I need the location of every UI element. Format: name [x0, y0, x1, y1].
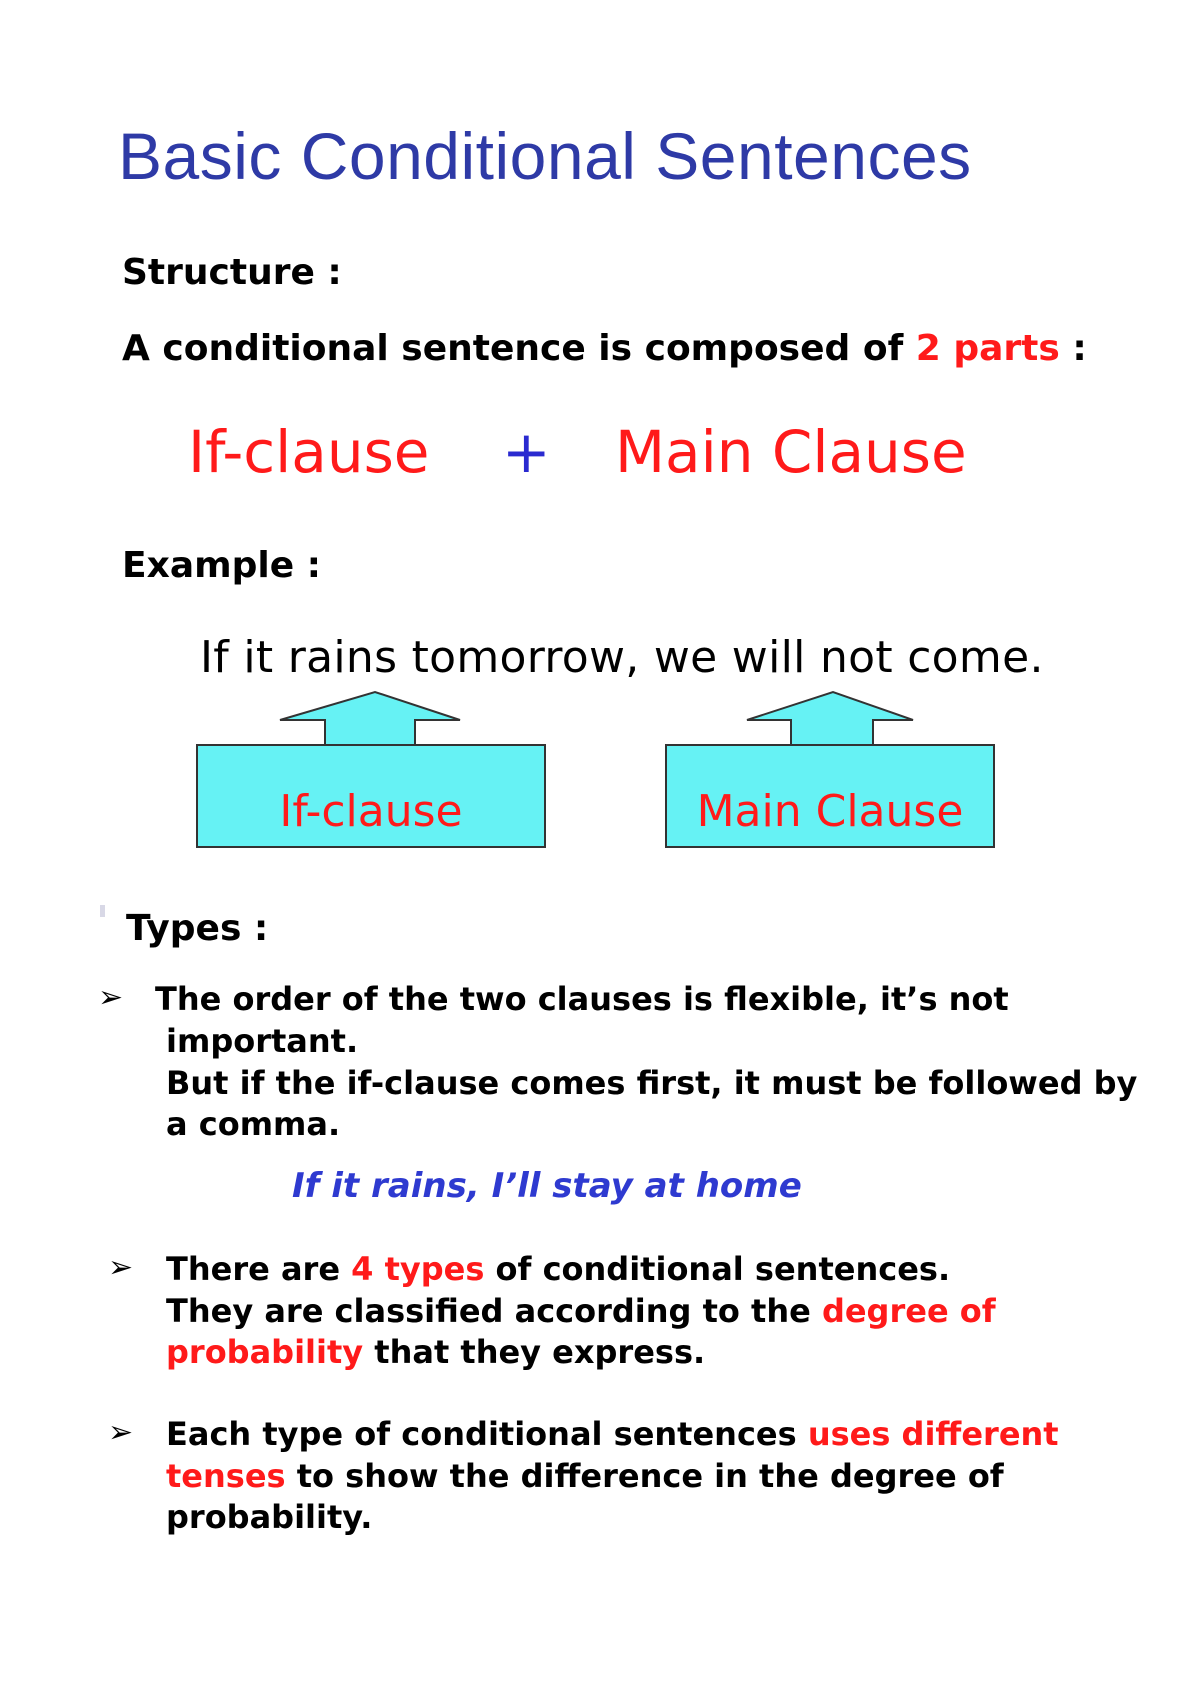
types-heading: Types : — [126, 908, 269, 949]
if-clause-box — [196, 744, 546, 848]
bullet-tenses-line3: probability. — [166, 1498, 373, 1536]
italic-example: If it rains, I’ll stay at home — [292, 1166, 802, 1206]
decorative-speck — [100, 905, 105, 917]
bullet-arrow-icon: ➢ — [98, 980, 124, 1015]
main-clause-box-label: Main Clause — [696, 786, 964, 837]
bullet-tenses-highlight: uses different — [807, 1415, 1059, 1453]
formula-plus: + — [502, 418, 551, 486]
formula-if-clause: If-clause — [188, 418, 430, 486]
bullet-types-highlight: 4 types — [351, 1250, 485, 1288]
bullet-arrow-icon: ➢ — [108, 1415, 134, 1450]
example-heading: Example : — [122, 545, 322, 586]
bullet-types-highlight: probability — [166, 1333, 364, 1371]
up-arrow-left-cover — [195, 692, 545, 754]
structure-lead-highlight: 2 parts — [915, 328, 1060, 369]
structure-lead-end: : — [1059, 328, 1087, 369]
bullet-tenses-line1 — [166, 1413, 1059, 1455]
bullet-order-line2: important. — [166, 1022, 359, 1060]
structure-lead-text: A conditional sentence is composed of — [122, 328, 916, 369]
bullet-types-line2 — [166, 1290, 996, 1332]
page-title: Basic Conditional Sentences — [118, 119, 972, 193]
bullet-types-highlight: degree of — [821, 1292, 996, 1330]
bullet-types-text-end: of conditional sentences. — [484, 1250, 951, 1288]
main-clause-box — [665, 744, 995, 848]
bullet-arrow-icon: ➢ — [108, 1250, 134, 1285]
bullet-tenses-highlight: tenses — [166, 1457, 286, 1495]
if-clause-box-label: If-clause — [279, 786, 463, 837]
up-arrow-right-cover — [665, 692, 995, 754]
bullet-types-text: They are classified according to the — [166, 1292, 822, 1330]
bullet-types-line1 — [166, 1248, 950, 1290]
example-sentence: If it rains tomorrow, we will not come. — [200, 632, 1044, 683]
formula-main-clause: Main Clause — [615, 418, 967, 486]
bullet-tenses-text: to show the difference in the degree of — [285, 1457, 1004, 1495]
bullet-types-text: There are — [166, 1250, 352, 1288]
bullet-order-line1: The order of the two clauses is flexible, it’s not — [155, 980, 1009, 1018]
bullet-order-line4: a comma. — [166, 1105, 341, 1143]
bullet-tenses-line2 — [166, 1455, 1004, 1497]
bullet-order-line3: But if the if-clause comes first, it must be followed by — [166, 1064, 1138, 1102]
structure-heading: Structure : — [122, 252, 342, 293]
bullet-types-text-end: that they express. — [363, 1333, 706, 1371]
bullet-types-line3 — [166, 1331, 705, 1373]
bullet-tenses-text: Each type of conditional sentences — [166, 1415, 808, 1453]
structure-lead — [122, 328, 1087, 369]
